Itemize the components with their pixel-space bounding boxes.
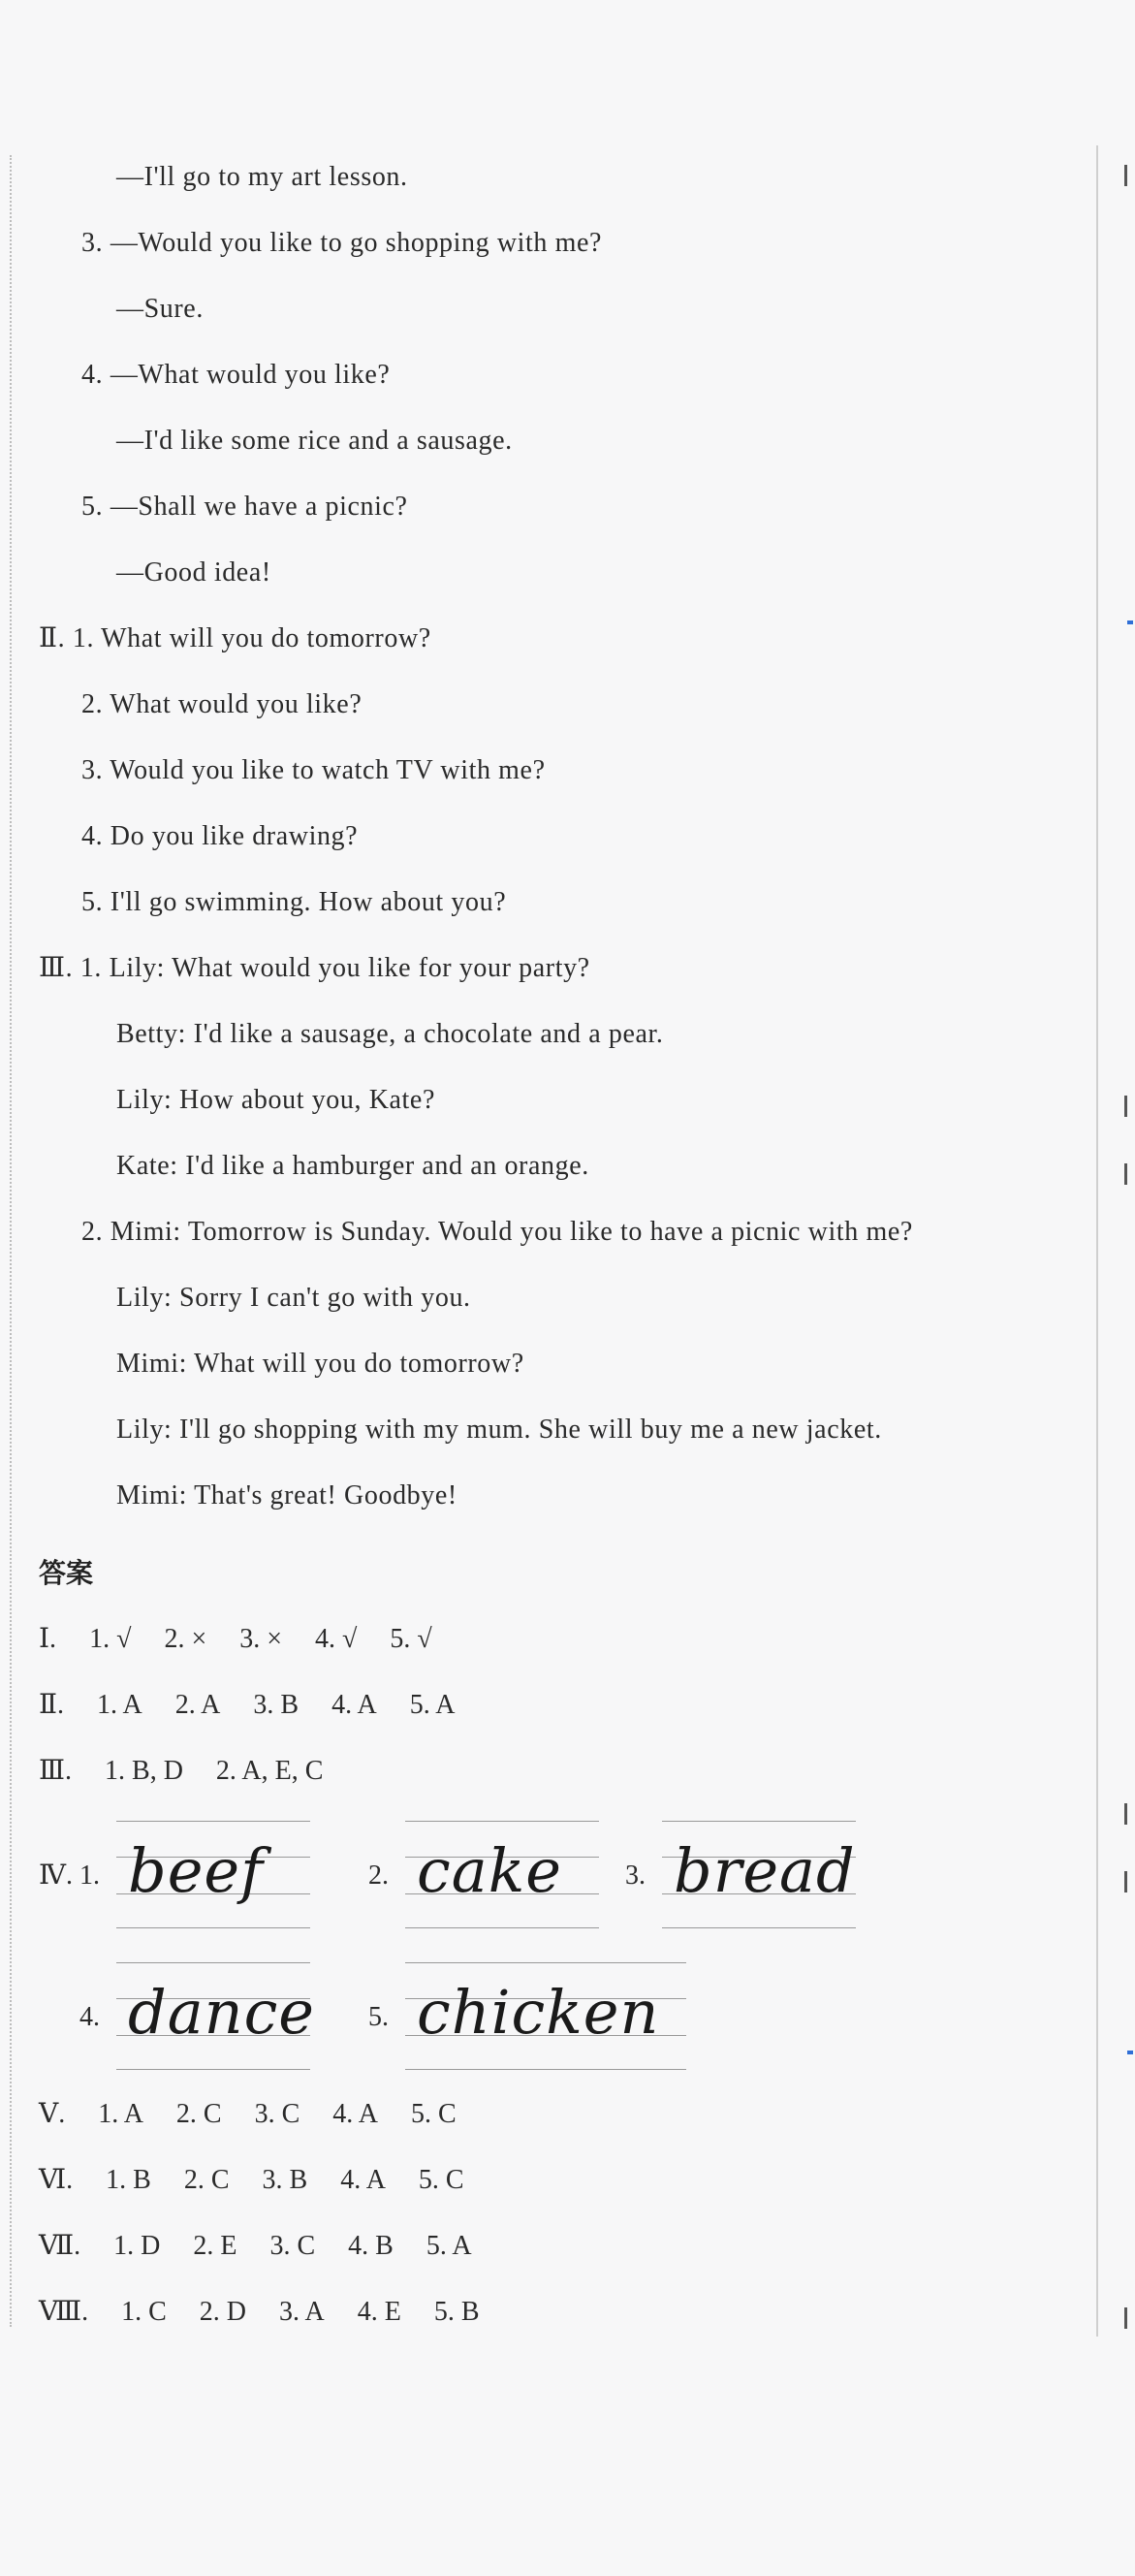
answer-item: 4. A (340, 2165, 386, 2195)
item-number: 4. (79, 2002, 100, 2032)
dialogue-line: Lily: Sorry I can't go with you. (116, 1283, 471, 1313)
handwriting-answer-3 (625, 1813, 867, 1929)
question-text: 1. What will you do tomorrow? (72, 623, 431, 653)
answer-row-6 (39, 2156, 497, 2205)
section-label: Ⅲ. (39, 1756, 73, 1786)
answer-item: 2. A (174, 1690, 221, 1720)
answer-row-3 (39, 1747, 356, 1796)
writing-guidelines (116, 1813, 310, 1929)
edge-mark (1127, 620, 1133, 624)
handwritten-word: dance (128, 1977, 315, 2048)
answer-item: 4. √ (315, 1624, 358, 1654)
edge-mark (1124, 1096, 1127, 1117)
edge-mark (1124, 1803, 1127, 1825)
handwriting-answer-2 (368, 1813, 611, 1929)
edge-mark (1127, 2051, 1133, 2054)
handwriting-answer-5 (368, 1955, 688, 2071)
writing-guidelines (405, 1955, 686, 2071)
answer-item: 3. B (262, 2165, 308, 2195)
dialogue-line (81, 219, 602, 268)
section-label: Ⅴ. (39, 2099, 66, 2129)
handwritten-word: beef (128, 1835, 265, 1906)
dialogue-text: —Would you like to go shopping with me? (110, 228, 603, 258)
dialogue-line: Kate: I'd like a hamburger and an orange. (116, 1151, 589, 1181)
answer-item: 3. A (279, 2297, 325, 2327)
answers-heading: 答案 (39, 1557, 94, 1589)
dialogue-line: 2. Mimi: Tomorrow is Sunday. Would you like to have a picnic with me? (81, 1217, 913, 1247)
dialogue-line (81, 351, 390, 399)
dialogue-text: —Sure. (116, 294, 204, 324)
answer-item: 1. C (121, 2297, 167, 2327)
edge-mark (1124, 2307, 1127, 2329)
answer-item: 2. C (175, 2099, 222, 2129)
dialogue-line (116, 549, 271, 597)
answer-item: 4. A (331, 1690, 377, 1720)
answer-row-8 (39, 2288, 513, 2337)
handwritten-word: bread (674, 1835, 856, 1906)
answer-item: 5. A (409, 1690, 456, 1720)
item-number: 3. (625, 1860, 646, 1891)
answer-item: 2. C (183, 2165, 230, 2195)
answer-item: 2. × (164, 1624, 207, 1654)
section-label: Ⅶ. (39, 2231, 81, 2261)
answer-item: 3. B (253, 1690, 300, 1720)
answer-row-1 (39, 1615, 465, 1664)
answer-item: 4. E (357, 2297, 401, 2327)
answer-item: 4. B (348, 2231, 394, 2261)
answer-item: 3. C (269, 2231, 316, 2261)
dialogue-line: Mimi: What will you do tomorrow? (116, 1349, 524, 1379)
dialogue-line: Betty: I'd like a sausage, a chocolate and a pear. (116, 1019, 664, 1049)
dialogue-line (81, 483, 408, 531)
edge-mark (1124, 1163, 1127, 1185)
dialogue-line (116, 417, 513, 465)
question-line (39, 615, 431, 663)
handwriting-answer-1 (79, 1813, 312, 1929)
answer-row-2 (39, 1681, 488, 1730)
left-margin-rule (10, 155, 12, 2327)
section-label: Ⅷ. (39, 2297, 89, 2327)
section-label: Ⅰ. (39, 1624, 57, 1654)
section-label: Ⅱ. (39, 623, 66, 653)
question-line: 4. Do you like drawing? (81, 821, 359, 851)
dialogue-line: Lily: How about you, Kate? (116, 1085, 435, 1115)
edge-mark (1124, 1871, 1127, 1892)
answer-item: 1. D (113, 2231, 161, 2261)
answer-item: 1. B, D (105, 1756, 183, 1786)
answer-item: 4. A (332, 2099, 378, 2129)
section-label: Ⅲ. (39, 953, 74, 983)
answer-item: 5. C (410, 2099, 457, 2129)
answer-row-7 (39, 2222, 505, 2271)
dialogue-text: —Good idea! (116, 557, 271, 588)
answer-item: 3. C (254, 2099, 300, 2129)
dialogue-text: —Shall we have a picnic? (110, 492, 408, 522)
item-number: 2. (368, 1860, 389, 1891)
handwritten-word: cake (417, 1835, 562, 1906)
item-number: 3. (81, 228, 104, 258)
answer-item: 2. E (193, 2231, 237, 2261)
answer-item: 1. A (97, 1690, 142, 1720)
answer-item: 2. A, E, C (215, 1756, 324, 1786)
right-margin-rule (1096, 145, 1098, 2337)
dialogue-line (116, 285, 204, 334)
writing-guidelines (405, 1813, 599, 1929)
dialogue-line: Mimi: That's great! Goodbye! (116, 1480, 457, 1511)
answer-item: 5. √ (390, 1624, 432, 1654)
dialogue-text: —What would you like? (110, 360, 391, 390)
question-line: 5. I'll go swimming. How about you? (81, 887, 507, 917)
question-line: 2. What would you like? (81, 689, 363, 719)
answer-item: 5. C (418, 2165, 464, 2195)
answer-item: 1. B (106, 2165, 151, 2195)
question-line: 3. Would you like to watch TV with me? (81, 755, 546, 785)
dialogue-line (116, 153, 408, 202)
answer-item: 1. √ (89, 1624, 132, 1654)
item-number: 1. (79, 1860, 100, 1891)
answer-item: 1. A (98, 2099, 143, 2129)
answer-item: 2. D (199, 2297, 247, 2327)
writing-guidelines (116, 1955, 315, 2071)
edge-mark (1124, 165, 1127, 186)
section-label: Ⅳ. (39, 1860, 73, 1891)
section-label: Ⅱ. (39, 1690, 65, 1720)
item-number: 5. (368, 2002, 389, 2032)
dialogue-text: —I'll go to my art lesson. (116, 162, 408, 192)
dialogue-line: Lily: I'll go shopping with my mum. She will buy me a new jacket. (116, 1415, 882, 1445)
handwritten-word: chicken (417, 1977, 660, 2048)
answer-item: 5. A (426, 2231, 472, 2261)
dialogue-text: 1. Lily: What would you like for your party? (79, 953, 590, 983)
item-number: 5. (81, 492, 104, 522)
answer-item: 3. × (239, 1624, 283, 1654)
item-number: 4. (81, 360, 104, 390)
handwriting-answer-4 (79, 1955, 331, 2071)
answer-item: 5. B (433, 2297, 480, 2327)
answer-row-5 (39, 2090, 489, 2139)
dialogue-text: —I'd like some rice and a sausage. (116, 426, 513, 456)
section-label: Ⅵ. (39, 2165, 74, 2195)
writing-guidelines (662, 1813, 856, 1929)
dialogue-line (39, 944, 590, 993)
